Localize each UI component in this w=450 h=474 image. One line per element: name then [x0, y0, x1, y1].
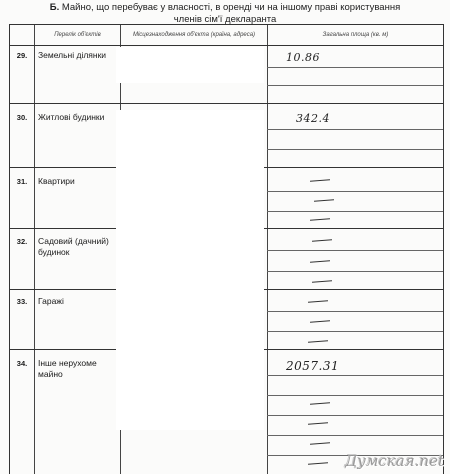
empty-mark — [310, 179, 330, 181]
empty-mark — [308, 300, 328, 302]
object-label: Квартири — [38, 176, 75, 186]
redaction-block — [116, 47, 264, 83]
sub-line — [267, 375, 443, 376]
watermark: Думская.net — [345, 452, 444, 470]
empty-mark — [310, 218, 330, 220]
sub-line — [267, 331, 443, 332]
sub-line — [267, 271, 443, 272]
row-number: 34. — [16, 359, 28, 368]
sub-line — [267, 250, 443, 251]
empty-mark — [312, 280, 332, 282]
object-label: Житлові будинки — [38, 112, 105, 122]
header-location: Місцезнаходження об'єкта (країна, адреса) — [132, 32, 256, 38]
col-divider-num — [34, 25, 35, 474]
section-title-line2: членів сім'ї декларанта — [173, 14, 277, 25]
empty-mark — [314, 199, 334, 201]
header-divider — [10, 45, 443, 46]
row-divider — [10, 103, 443, 104]
sub-line — [267, 191, 443, 192]
sub-line — [267, 435, 443, 436]
area-value: 2057.31 — [286, 359, 340, 373]
object-label: Гаражі — [38, 296, 64, 306]
sub-line — [267, 85, 443, 86]
object-label: Земельні ділянки — [38, 50, 107, 60]
empty-mark — [310, 402, 330, 404]
header-area: Загальна площа (кв. м) — [322, 32, 389, 38]
empty-mark — [312, 239, 332, 241]
empty-mark — [308, 340, 328, 342]
sub-line — [267, 149, 443, 150]
row-number: 33. — [16, 297, 28, 306]
row-number: 32. — [16, 237, 28, 246]
sub-line — [267, 211, 443, 212]
area-value: 10.86 — [286, 51, 320, 64]
row-number: 29. — [16, 51, 28, 60]
sub-line — [267, 311, 443, 312]
empty-mark — [310, 320, 330, 322]
empty-mark — [310, 442, 330, 444]
sub-line — [267, 67, 443, 68]
section-title-line1: Майно, що перебуває у власності, в оренді чи на іншому праві користування — [61, 2, 401, 13]
sub-line — [267, 395, 443, 396]
sub-line — [267, 415, 443, 416]
empty-mark — [308, 422, 328, 424]
empty-mark — [308, 462, 328, 464]
area-value: 342.4 — [296, 112, 330, 125]
redaction-block — [116, 110, 264, 430]
empty-mark — [310, 260, 330, 262]
row-number: 31. — [16, 177, 28, 186]
header-object: Перелік об'єктів — [54, 32, 101, 38]
object-label: Садовий (дачний) будинок — [38, 236, 109, 257]
section-heading — [0, 2, 450, 26]
object-label: Інше нерухоме майно — [38, 358, 97, 379]
row-number: 30. — [16, 113, 28, 122]
section-letter: Б. — [49, 2, 60, 13]
sub-line — [267, 129, 443, 130]
